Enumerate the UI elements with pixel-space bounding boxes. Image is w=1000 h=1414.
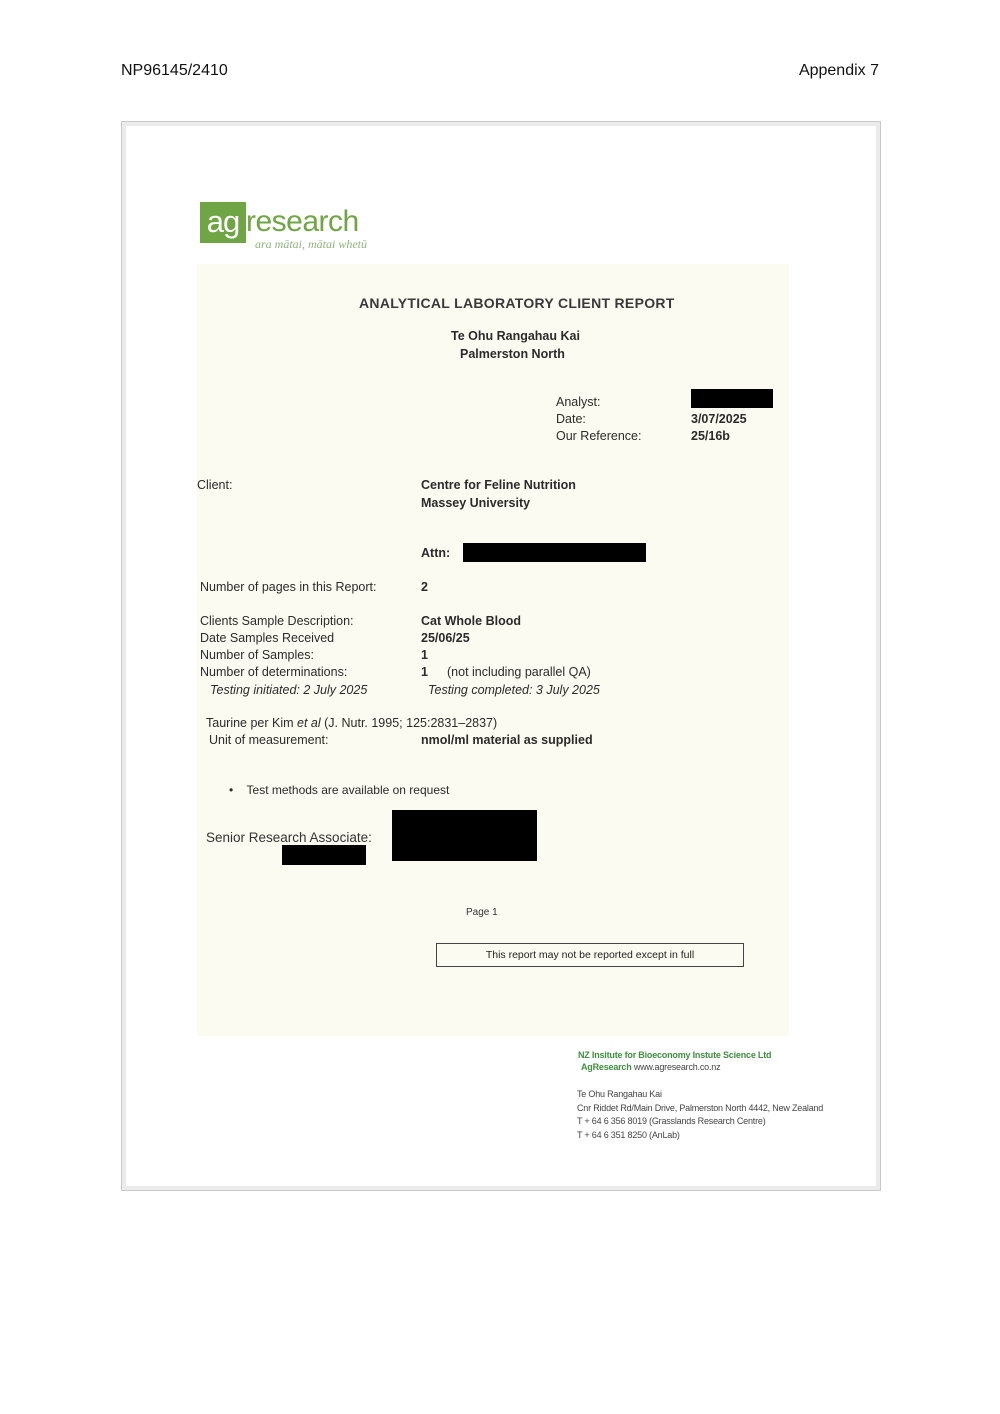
method-reference	[206, 716, 497, 730]
date-value: 3/07/2025	[691, 412, 747, 426]
number-of-samples-label: Number of Samples:	[200, 648, 314, 662]
samples-received-value: 25/06/25	[421, 631, 470, 645]
page-number: Page 1	[466, 907, 498, 918]
logo-tagline: ara mātai, mātai whetū	[255, 237, 368, 251]
footer-phone-anlab: T + 64 6 351 8250 (AnLab)	[577, 1130, 680, 1140]
appendix-label: Appendix 7	[798, 62, 879, 79]
document-code: NP96145/2410	[121, 62, 228, 79]
bullet-icon: •	[229, 783, 234, 797]
samples-received-label: Date Samples Received	[200, 631, 335, 645]
reference-value: 25/16b	[691, 429, 730, 443]
footer-url: www.agresearch.co.nz	[631, 1062, 721, 1072]
footer-institute: NZ Insitute for Bioeconomy Instute Science Ltd	[578, 1050, 772, 1060]
report-title: ANALYTICAL LABORATORY CLIENT REPORT	[359, 295, 675, 311]
agresearch-logo-word: research	[246, 205, 359, 238]
agresearch-logo-mark: ag	[200, 202, 246, 243]
signatory-label: Senior Research Associate:	[206, 830, 372, 845]
signatory-name-redaction	[282, 845, 366, 865]
attn-redaction	[463, 543, 646, 562]
test-methods-note	[229, 783, 449, 797]
testing-initiated: Testing initiated: 2 July 2025	[210, 683, 368, 697]
attn-label: Attn:	[421, 546, 451, 560]
method-citation: (J. Nutr. 1995; 125:2831–2837)	[320, 716, 498, 730]
full-report-notice: This report may not be reported except in full	[436, 943, 744, 967]
number-of-samples-value: 1	[421, 648, 428, 662]
footer-phone-grasslands: T + 64 6 356 8019 (Grasslands Research Centre)	[577, 1116, 766, 1126]
unit-label: Unit of measurement:	[209, 733, 329, 747]
footer-brand: AgResearch	[581, 1062, 632, 1072]
client-label: Client:	[197, 478, 233, 492]
org-name: Te Ohu Rangahau Kai	[451, 329, 580, 343]
org-city: Palmerston North	[460, 347, 565, 361]
method-prefix: Taurine per Kim	[206, 716, 298, 730]
date-label: Date:	[556, 412, 586, 426]
pages-label: Number of pages in this Report:	[200, 580, 377, 594]
analyst-redaction	[691, 389, 773, 408]
reference-label: Our Reference:	[556, 429, 642, 443]
signature-redaction	[392, 810, 537, 861]
determinations-value: 1	[421, 665, 428, 679]
sample-description-label: Clients Sample Description:	[200, 614, 354, 628]
method-et-al: et al	[297, 716, 321, 730]
determinations-label: Number of determinations:	[200, 665, 348, 679]
determinations-note: (not including parallel QA)	[447, 665, 591, 679]
sample-description-value: Cat Whole Blood	[421, 614, 521, 628]
client-institution: Massey University	[421, 496, 531, 510]
footer-org: Te Ohu Rangahau Kai	[577, 1089, 662, 1099]
analyst-label: Analyst:	[556, 395, 601, 409]
footer-website	[581, 1062, 720, 1072]
pages-value: 2	[421, 580, 428, 594]
unit-value: nmol/ml material as supplied	[421, 733, 593, 747]
client-name: Centre for Feline Nutrition	[421, 478, 576, 492]
footer-address: Cnr Riddet Rd/Main Drive, Palmerston North 4442, New Zealand	[577, 1103, 824, 1113]
test-methods-text: Test methods are available on request	[246, 783, 450, 797]
testing-completed: Testing completed: 3 July 2025	[428, 683, 600, 697]
